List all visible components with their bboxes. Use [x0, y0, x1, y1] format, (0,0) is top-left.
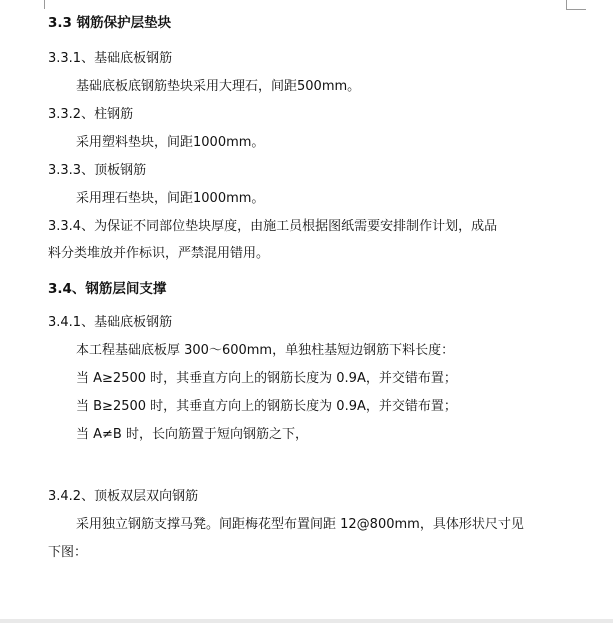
crop-mark-top-left-vertical [44, 0, 45, 9]
page-bottom-edge [0, 619, 613, 623]
paragraph-3-3-4-line1: 3.3.4、为保证不同部位垫块厚度，由施工员根据图纸需要安排制作计划，成品 [48, 219, 498, 234]
paragraph-3-4-2-line2: 下图： [48, 545, 88, 560]
subsection-heading-3-3-2: 3.3.2、柱钢筋 [48, 107, 134, 122]
subsection-heading-3-3-3: 3.3.3、顶板钢筋 [48, 163, 147, 178]
crop-mark-top-right-vertical [566, 0, 567, 9]
section-heading-3-4: 3.4、钢筋层间支撑 [48, 281, 167, 297]
paragraph-3-3-2: 采用塑料垫块，间距1000mm。 [76, 135, 265, 150]
subsection-heading-3-4-1: 3.4.1、基础底板钢筋 [48, 315, 173, 330]
paragraph-3-4-1-line1: 本工程基础底板厚 300～600mm，单独柱基短边钢筋下料长度： [76, 343, 455, 358]
paragraph-3-3-3: 采用理石垫块，间距1000mm。 [76, 191, 265, 206]
paragraph-3-4-1-line2: 当 A≥2500 时，其垂直方向上的钢筋长度为 0.9A，并交错布置； [76, 371, 457, 386]
subsection-heading-3-4-2: 3.4.2、顶板双层双向钢筋 [48, 489, 199, 504]
paragraph-3-3-4-line2: 料分类堆放并作标识，严禁混用错用。 [48, 246, 270, 261]
section-heading-3-3: 3.3 钢筋保护层垫块 [48, 15, 172, 31]
paragraph-3-4-1-line4: 当 A≠B 时，长向筋置于短向钢筋之下， [76, 427, 308, 442]
crop-mark-top-right-horizontal [566, 9, 586, 10]
paragraph-3-4-2-line1: 采用独立钢筋支撑马凳。间距梅花型布置间距 12@800mm，具体形状尺寸见 [76, 517, 524, 532]
paragraph-3-4-1-line3: 当 B≥2500 时，其垂直方向上的钢筋长度为 0.9A，并交错布置； [76, 399, 457, 414]
paragraph-3-3-1: 基础底板底钢筋垫块采用大理石，间距500mm。 [76, 79, 361, 94]
subsection-heading-3-3-1: 3.3.1、基础底板钢筋 [48, 51, 173, 66]
